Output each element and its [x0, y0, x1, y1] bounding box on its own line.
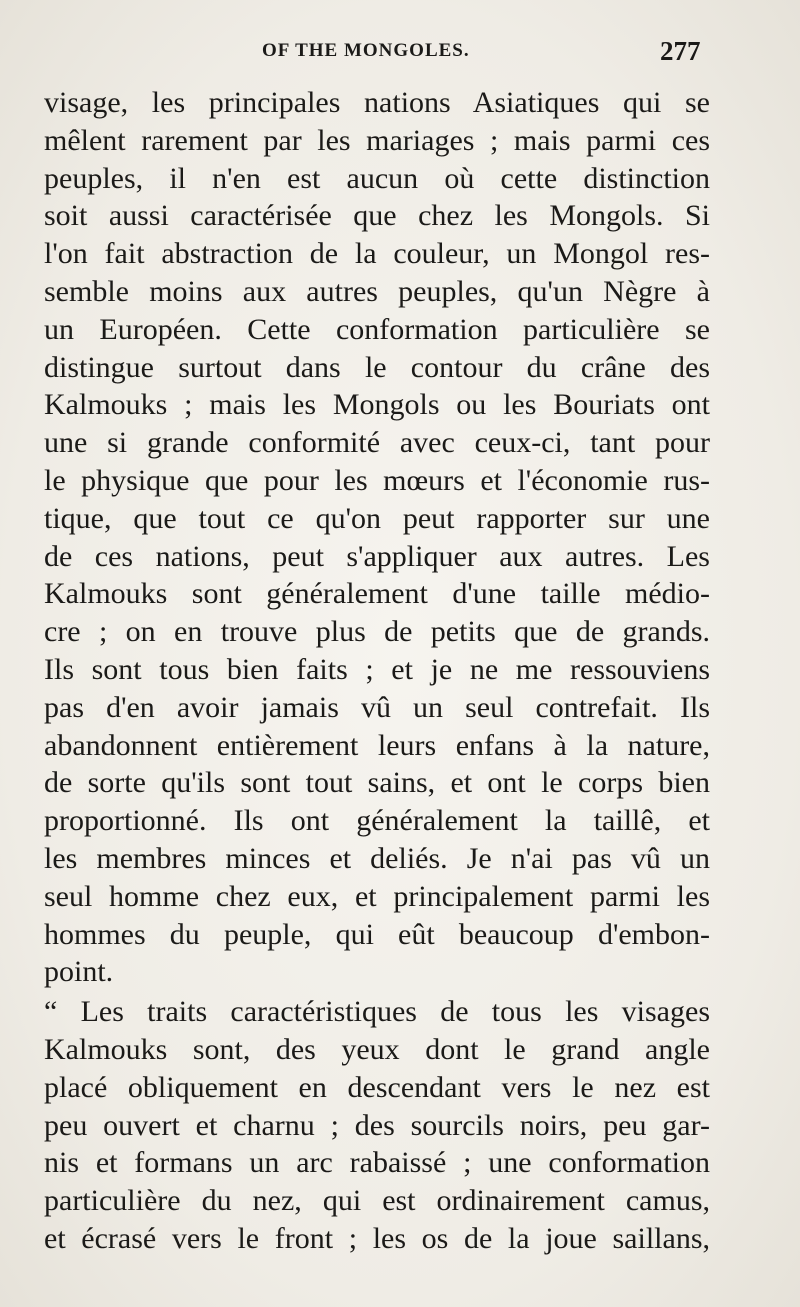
text-line: pas d'en avoir jamais vû un seul contrefait. Ils — [44, 690, 710, 724]
text-line: Kalmouks sont, des yeux dont le grand angle — [44, 1032, 710, 1066]
text-line: peuples, il n'en est aucun où cette distinction — [44, 161, 710, 195]
text-line: et écrasé vers le front ; les os de la joue saillans, — [44, 1221, 710, 1255]
text-line: seul homme chez eux, et principalement parmi les — [44, 879, 710, 913]
paragraph-2 — [44, 993, 710, 1258]
text-line: de ces nations, peut s'appliquer aux autres. Les — [44, 539, 710, 573]
text-line: mêlent rarement par les mariages ; mais parmi ces — [44, 123, 710, 157]
text-line: de sorte qu'ils sont tout sains, et ont le corps bien — [44, 766, 710, 800]
text-line: les membres minces et deliés. Je n'ai pas vû un — [44, 841, 710, 875]
text-line: un Européen. Cette conformation particulière se — [44, 312, 710, 346]
body-text — [44, 84, 710, 1258]
text-line: l'on fait abstraction de la couleur, un Mongol res- — [44, 237, 710, 271]
text-line: peu ouvert et charnu ; des sourcils noirs, peu gar- — [44, 1108, 710, 1142]
running-head — [0, 38, 800, 68]
text-line: distingue surtout dans le contour du crâne des — [44, 350, 710, 384]
text-line: placé obliquement en descendant vers le nez est — [44, 1070, 710, 1104]
text-line: hommes du peuple, qui eût beaucoup d'embon- — [44, 917, 710, 951]
text-line: “ Les traits caractéristiques de tous les visages — [44, 995, 710, 1029]
text-line: proportionné. Ils ont généralement la taillê, et — [44, 804, 710, 838]
page-number: 277 — [660, 36, 701, 66]
text-line: semble moins aux autres peuples, qu'un Nègre à — [44, 274, 710, 308]
text-line: visage, les principales nations Asiatiques qui se — [44, 86, 710, 119]
text-line: nis et formans un arc rabaissé ; une conformation — [44, 1146, 710, 1180]
text-line: abandonnent entièrement leurs enfans à la nature, — [44, 728, 710, 762]
paragraph-1 — [44, 84, 710, 991]
text-line: cre ; on en trouve plus de petits que de grands. — [44, 615, 710, 649]
text-line: particulière du nez, qui est ordinairement camus, — [44, 1184, 710, 1218]
text-line: Ils sont tous bien faits ; et je ne me ressouviens — [44, 652, 710, 686]
text-line: soit aussi caractérisée que chez les Mongols. Si — [44, 199, 710, 233]
text-line: point. — [44, 955, 114, 989]
running-title: OF THE MONGOLES. — [262, 40, 470, 61]
text-line: une si grande conformité avec ceux-ci, tant pour — [44, 426, 710, 460]
text-line: Kalmouks ; mais les Mongols ou les Bouriats ont — [44, 388, 710, 422]
text-line: le physique que pour les mœurs et l'économie rus- — [44, 463, 710, 497]
text-line: tique, que tout ce qu'on peut rapporter sur une — [44, 501, 710, 535]
text-line: Kalmouks sont généralement d'une taille médio- — [44, 577, 710, 611]
